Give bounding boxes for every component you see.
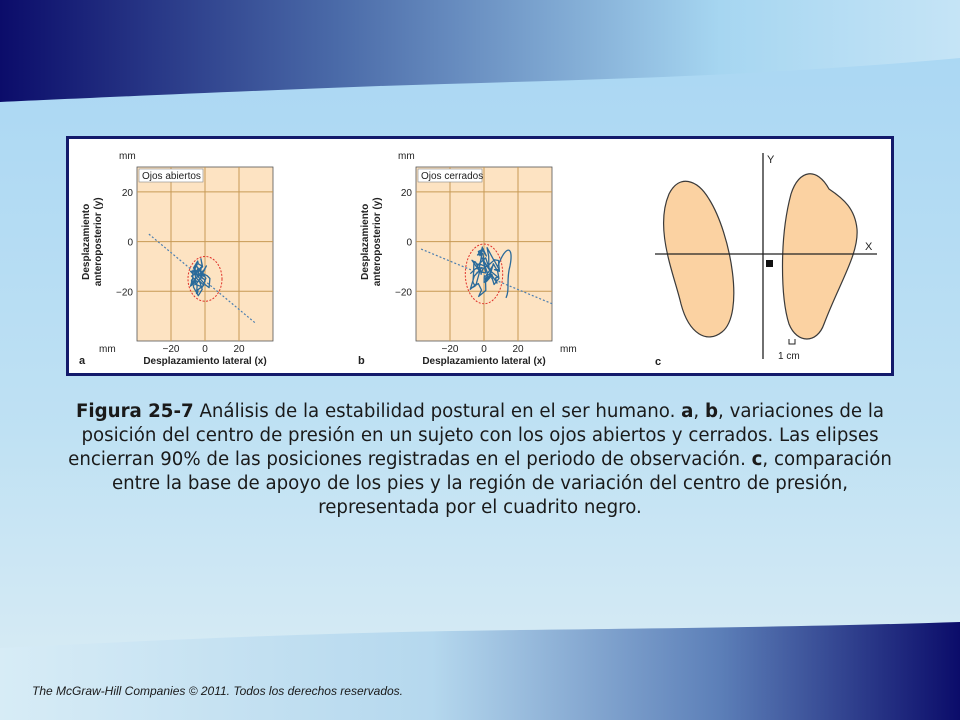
panel-c-x-axis-label: X <box>865 241 873 253</box>
x-tick-label: 0 <box>202 344 208 355</box>
panel-letter: a <box>79 355 86 367</box>
panel-a <box>79 151 273 367</box>
figure-caption <box>60 400 900 520</box>
y-tick-label: 20 <box>121 187 133 199</box>
x-tick-label: −20 <box>162 344 180 355</box>
panel-c-y-axis-label: Y <box>767 154 775 166</box>
y-tick-label: −20 <box>395 287 412 299</box>
scale-bar <box>789 339 795 344</box>
caption-ref-a: a <box>681 401 694 422</box>
x-unit-label: mm <box>560 344 577 355</box>
y-axis-label-line1: Desplazamiento <box>81 203 92 280</box>
x-unit-label: mm <box>99 344 116 355</box>
panel-c <box>655 153 877 368</box>
y-unit-label: mm <box>398 151 415 162</box>
caption-text-1: , variaciones de la posición del centro de presión en un sujeto con los ojos abiertos y cerrados. Las elipses encierran 90% de las posiciones registradas en el periodo de observación. <box>68 401 885 470</box>
x-axis-label: Desplazamiento lateral (x) <box>422 356 546 367</box>
x-tick-label: −20 <box>441 344 459 355</box>
panel-b <box>358 151 577 367</box>
caption-figure-label: Figura 25-7 <box>75 401 194 422</box>
figure-frame <box>66 136 894 376</box>
panel-title: Ojos cerrados <box>421 171 484 182</box>
left-foot-outline <box>664 181 734 337</box>
caption-separator: , <box>693 401 705 422</box>
y-axis-label-line1: Desplazamiento <box>360 203 371 280</box>
x-tick-label: 20 <box>233 344 245 355</box>
center-of-pressure-square <box>766 260 773 267</box>
panel-c-letter: c <box>655 356 662 368</box>
y-tick-label: 20 <box>400 187 412 199</box>
caption-ref-b: b <box>705 401 719 422</box>
y-unit-label: mm <box>119 151 136 162</box>
y-tick-label: 0 <box>127 237 133 249</box>
x-axis-label: Desplazamiento lateral (x) <box>143 356 267 367</box>
right-foot-outline <box>783 174 858 339</box>
y-axis-label-line2: anteroposterior (y) <box>93 197 104 287</box>
caption-title-text: Análisis de la estabilidad postural en el ser humano. <box>193 401 682 422</box>
y-tick-label: 0 <box>406 237 412 249</box>
y-axis-label-line2: anteroposterior (y) <box>372 197 383 287</box>
caption-ref-c: c <box>751 449 763 470</box>
x-tick-label: 20 <box>512 344 524 355</box>
caption-text-2: , comparación entre la base de apoyo de los pies y la región de variación del centro de presión, representada por el cuadrito negro. <box>111 449 892 518</box>
panel-title: Ojos abiertos <box>142 171 201 182</box>
figure <box>69 139 891 373</box>
scale-label: 1 cm <box>778 351 800 362</box>
x-tick-label: 0 <box>481 344 487 355</box>
y-tick-label: −20 <box>116 287 133 299</box>
panel-letter: b <box>358 355 365 367</box>
copyright-footer: The McGraw-Hill Companies © 2011. Todos los derechos reservados. <box>32 684 404 698</box>
